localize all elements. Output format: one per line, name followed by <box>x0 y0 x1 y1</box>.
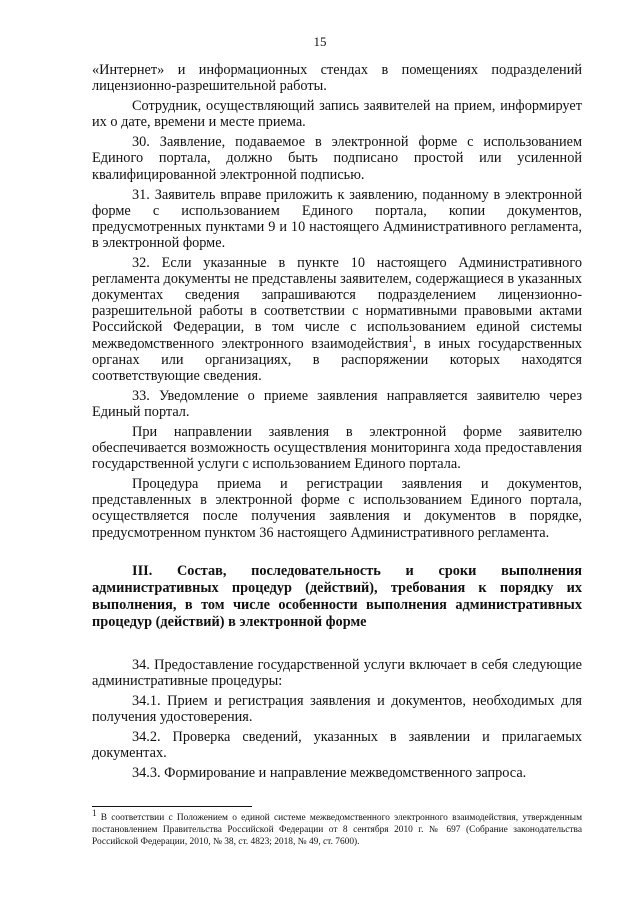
paragraph-30: 30. Заявление, подаваемое в электронной форме с использованием Единого портала, должно быть подписано простой или усиленной квалифицированной электронной подписью. <box>92 134 582 183</box>
paragraph-32-text: 32. Если указанные в пункте 10 настоящего Административного регламента документы не представлены заявителем, содержащиеся в указанных документах сведения запрашиваются подразделением лицензионно-разрешительной работы в соответствии с нормативными правовыми актами Российской Федерации, в том числе с использованием единой системы межведомственного электронного взаимодействия <box>92 255 582 352</box>
paragraph-34-1: 34.1. Прием и регистрация заявления и документов, необходимых для получения удостоверения. <box>92 692 582 725</box>
paragraph-34-2: 34.2. Проверка сведений, указанных в заявлении и прилагаемых документах. <box>92 729 582 762</box>
footnote-reference: 1 <box>408 333 413 344</box>
paragraph-31: 31. Заявитель вправе приложить к заявлению, поданному в электронной форме с использованием Единого портала, копии документов, предусмотренных пунктами 9 и 10 настоящего Административного регламента, в электронной форме. <box>92 186 582 251</box>
paragraph-internet-stands: «Интернет» и информационных стендах в помещениях подразделений лицензионно-разрешительной работы. <box>92 62 582 95</box>
page-number: 15 <box>313 34 327 49</box>
paragraph-34: 34. Предоставление государственной услуги включает в себя следующие административные процедуры: <box>92 656 582 689</box>
footnote <box>92 807 582 848</box>
footnote-marker: 1 <box>92 807 97 818</box>
paragraph-32 <box>92 255 582 384</box>
paragraph-33: 33. Уведомление о приеме заявления направляется заявителю через Единый портал. <box>92 387 582 420</box>
footnote-text: В соответствии с Положением о единой системе межведомственного электронного взаимодействия, утвержденным постановлением Правительства Российской Федерации от 8 сентября 2010 г. № 697 (Собрание законодательства Российской Федерации, 2010, № 38, ст. 4823; 2018, № 49, ст. 7600). <box>92 813 582 847</box>
paragraph-34-3: 34.3. Формирование и направление межведомственного запроса. <box>132 765 527 782</box>
footnote-divider <box>92 806 252 807</box>
document-body <box>92 62 582 785</box>
paragraph-appointment-info: Сотрудник, осуществляющий запись заявителей на прием, информирует их о дате, времени и месте приема. <box>92 98 582 131</box>
paragraph-monitoring: При направлении заявления в электронной форме заявителю обеспечивается возможность осуществления мониторинга хода предоставления государственной услуги с использованием Единого портала. <box>92 423 582 473</box>
paragraph-32-text-continued: , в иных государственных органах или организациях, в распоряжении которых находятся соответствующие сведения. <box>92 335 583 384</box>
section-heading-iii: III. Состав, последовательность и сроки выполнения административных процедур (действий), требования к порядку их выполнения, в том числе особенности выполнения административных процедур (действий) в электронной форме <box>92 562 582 630</box>
paragraph-procedure: Процедура приема и регистрации заявления и документов, представленных в электронной форме с использованием Единого портала, осуществляется после получения заявления и документов в порядке, предусмотренном пунктом 36 настоящего Административного регламента. <box>92 476 582 541</box>
